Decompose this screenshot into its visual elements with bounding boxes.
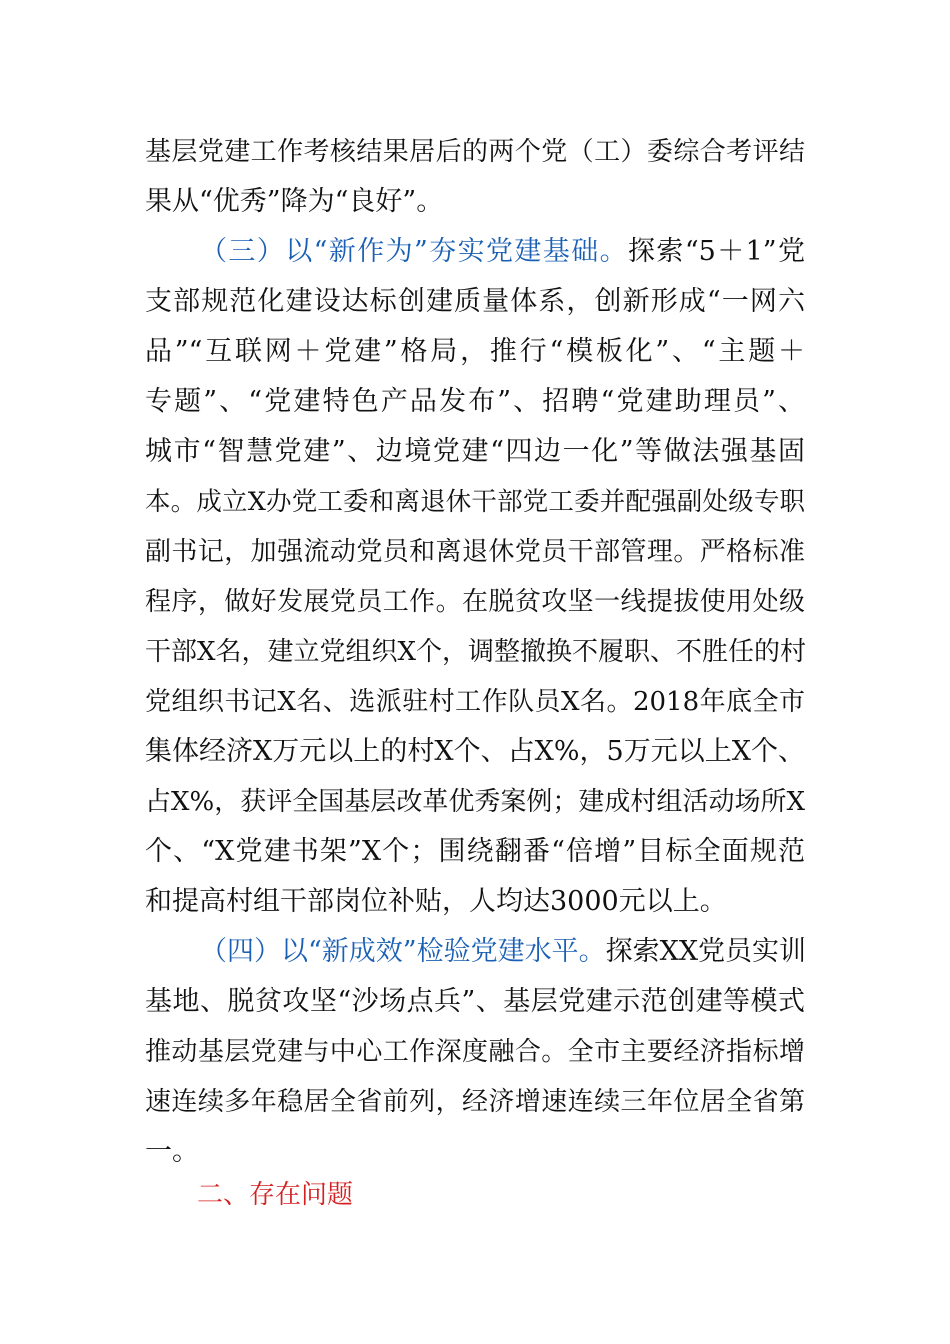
paragraph-2-heading: （三）以“新作为”夯实党建基础。 xyxy=(200,236,629,267)
paragraph-2-line-11: 集体经济X万元以上的村X个、占X%，5万元以上X个、 xyxy=(145,736,805,767)
paragraph-3-line-1-text: 探索XX党员实训 xyxy=(605,936,807,967)
paragraph-2-line-5: 城市“智慧党建”、边境党建“四边一化”等做法强基固 xyxy=(145,436,805,467)
paragraph-2-line-2: 支部规范化建设达标创建质量体系，创新形成“一网六 xyxy=(145,286,805,317)
paragraph-3-line-5: 一。 xyxy=(145,1136,199,1167)
paragraph-2-line-7: 副书记，加强流动党员和离退休党员干部管理。严格标准 xyxy=(145,537,805,567)
paragraph-2-line-10: 党组织书记X名、选派驻村工作队员X名。2018年底全市 xyxy=(145,687,805,717)
paragraph-2-line-9: 干部X名，建立党组织X个，调整撤换不履职、不胜任的村 xyxy=(145,637,807,667)
paragraph-3-heading: （四）以“新成效”检验党建水平。 xyxy=(200,936,606,967)
paragraph-2-line-8: 程序，做好发展党员工作。在脱贫攻坚一线提拔使用处级 xyxy=(145,587,805,617)
paragraph-2-line-13: 个、“X党建书架”X个；围绕翻番“倍增”目标全面规范 xyxy=(145,836,805,867)
paragraph-1-line-2: 果从“优秀”降为“良好”。 xyxy=(145,186,444,217)
paragraph-2-line-6: 本。成立X办党工委和离退休干部党工委并配强副处级专职 xyxy=(145,487,805,517)
paragraph-2-line-12: 占X%，获评全国基层改革优秀案例；建成村组活动场所X xyxy=(145,787,805,817)
paragraph-3-line-4: 速连续多年稳居全省前列，经济增速连续三年位居全省第 xyxy=(145,1087,805,1117)
paragraph-2-line-1 xyxy=(200,227,805,277)
paragraph-3-line-3: 推动基层党建与中心工作深度融合。全市主要经济指标增 xyxy=(145,1037,805,1067)
paragraph-2-line-4: 专题”、“党建特色产品发布”、招聘“党建助理员”、 xyxy=(145,386,805,417)
paragraph-3-line-2: 基地、脱贫攻坚“沙场点兵”、基层党建示范创建等模式 xyxy=(145,986,805,1017)
paragraph-2-line-1-text: 探索“5＋1”党 xyxy=(628,236,805,267)
paragraph-1-line-1: 基层党建工作考核结果居后的两个党（工）委综合考评结 xyxy=(145,137,805,167)
paragraph-3-line-1 xyxy=(200,927,805,977)
paragraph-2-line-14: 和提高村组干部岗位补贴，人均达3000元以上。 xyxy=(145,886,727,917)
paragraph-2-line-3: 品”“互联网＋党建”格局，推行“模板化”、“主题＋ xyxy=(145,336,805,367)
section-heading: 二、存在问题 xyxy=(197,1180,354,1210)
